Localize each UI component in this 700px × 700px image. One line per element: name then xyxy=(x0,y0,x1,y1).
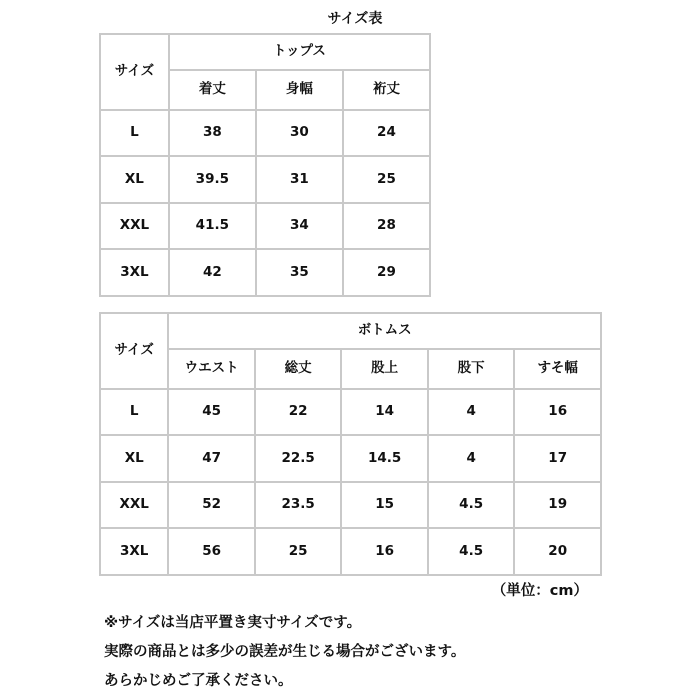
value-cell: 16 xyxy=(514,389,601,436)
size-header: サイズ xyxy=(100,34,169,110)
value-cell: 41.5 xyxy=(169,203,256,250)
value-cell: 15 xyxy=(341,482,428,529)
note-line: あらかじめご了承ください。 xyxy=(104,673,293,689)
page-title: サイズ表 xyxy=(327,11,383,27)
size-cell: XXL xyxy=(100,482,168,529)
size-cell: 3XL xyxy=(100,249,169,296)
column-header: 股下 xyxy=(428,349,515,388)
value-cell: 25 xyxy=(343,156,430,203)
column-header: ウエスト xyxy=(168,349,255,388)
value-cell: 45 xyxy=(168,389,255,436)
value-cell: 22.5 xyxy=(255,435,342,482)
table-row xyxy=(100,482,601,529)
value-cell: 14.5 xyxy=(341,435,428,482)
size-cell: XL xyxy=(100,156,169,203)
value-cell: 4.5 xyxy=(428,528,515,575)
value-cell: 30 xyxy=(256,110,343,157)
notes-block xyxy=(104,609,465,696)
size-header: サイズ xyxy=(100,313,168,389)
table-row xyxy=(100,435,601,482)
value-cell: 34 xyxy=(256,203,343,250)
size-cell: XXL xyxy=(100,203,169,250)
value-cell: 17 xyxy=(514,435,601,482)
value-cell: 4 xyxy=(428,435,515,482)
value-cell: 35 xyxy=(256,249,343,296)
note-line: ※サイズは当店平置き実寸サイズです。 xyxy=(104,615,362,631)
size-cell: L xyxy=(100,110,169,157)
value-cell: 31 xyxy=(256,156,343,203)
column-header: 着丈 xyxy=(169,70,256,109)
value-cell: 25 xyxy=(255,528,342,575)
table-row xyxy=(100,110,430,157)
bottoms-size-table xyxy=(99,312,602,576)
value-cell: 14 xyxy=(341,389,428,436)
table-row xyxy=(100,203,430,250)
value-cell: 39.5 xyxy=(169,156,256,203)
column-header: すそ幅 xyxy=(514,349,601,388)
size-cell: L xyxy=(100,389,168,436)
tops-size-table xyxy=(99,33,431,297)
value-cell: 38 xyxy=(169,110,256,157)
value-cell: 52 xyxy=(168,482,255,529)
value-cell: 24 xyxy=(343,110,430,157)
table-row xyxy=(100,528,601,575)
value-cell: 29 xyxy=(343,249,430,296)
value-cell: 47 xyxy=(168,435,255,482)
table-row xyxy=(100,389,601,436)
value-cell: 4.5 xyxy=(428,482,515,529)
column-header: 股上 xyxy=(341,349,428,388)
value-cell: 42 xyxy=(169,249,256,296)
unit-label: （単位：cm） xyxy=(491,583,588,599)
column-header: 総丈 xyxy=(255,349,342,388)
value-cell: 28 xyxy=(343,203,430,250)
note-line: 実際の商品とは多少の誤差が生じる場合がございます。 xyxy=(104,644,466,660)
value-cell: 16 xyxy=(341,528,428,575)
column-header: 身幅 xyxy=(256,70,343,109)
table-row xyxy=(100,156,430,203)
value-cell: 56 xyxy=(168,528,255,575)
value-cell: 23.5 xyxy=(255,482,342,529)
table-row xyxy=(100,249,430,296)
value-cell: 19 xyxy=(514,482,601,529)
group-header: トップス xyxy=(169,34,430,70)
value-cell: 4 xyxy=(428,389,515,436)
group-header: ボトムス xyxy=(168,313,601,349)
size-cell: XL xyxy=(100,435,168,482)
size-cell: 3XL xyxy=(100,528,168,575)
value-cell: 22 xyxy=(255,389,342,436)
column-header: 裄丈 xyxy=(343,70,430,109)
value-cell: 20 xyxy=(514,528,601,575)
